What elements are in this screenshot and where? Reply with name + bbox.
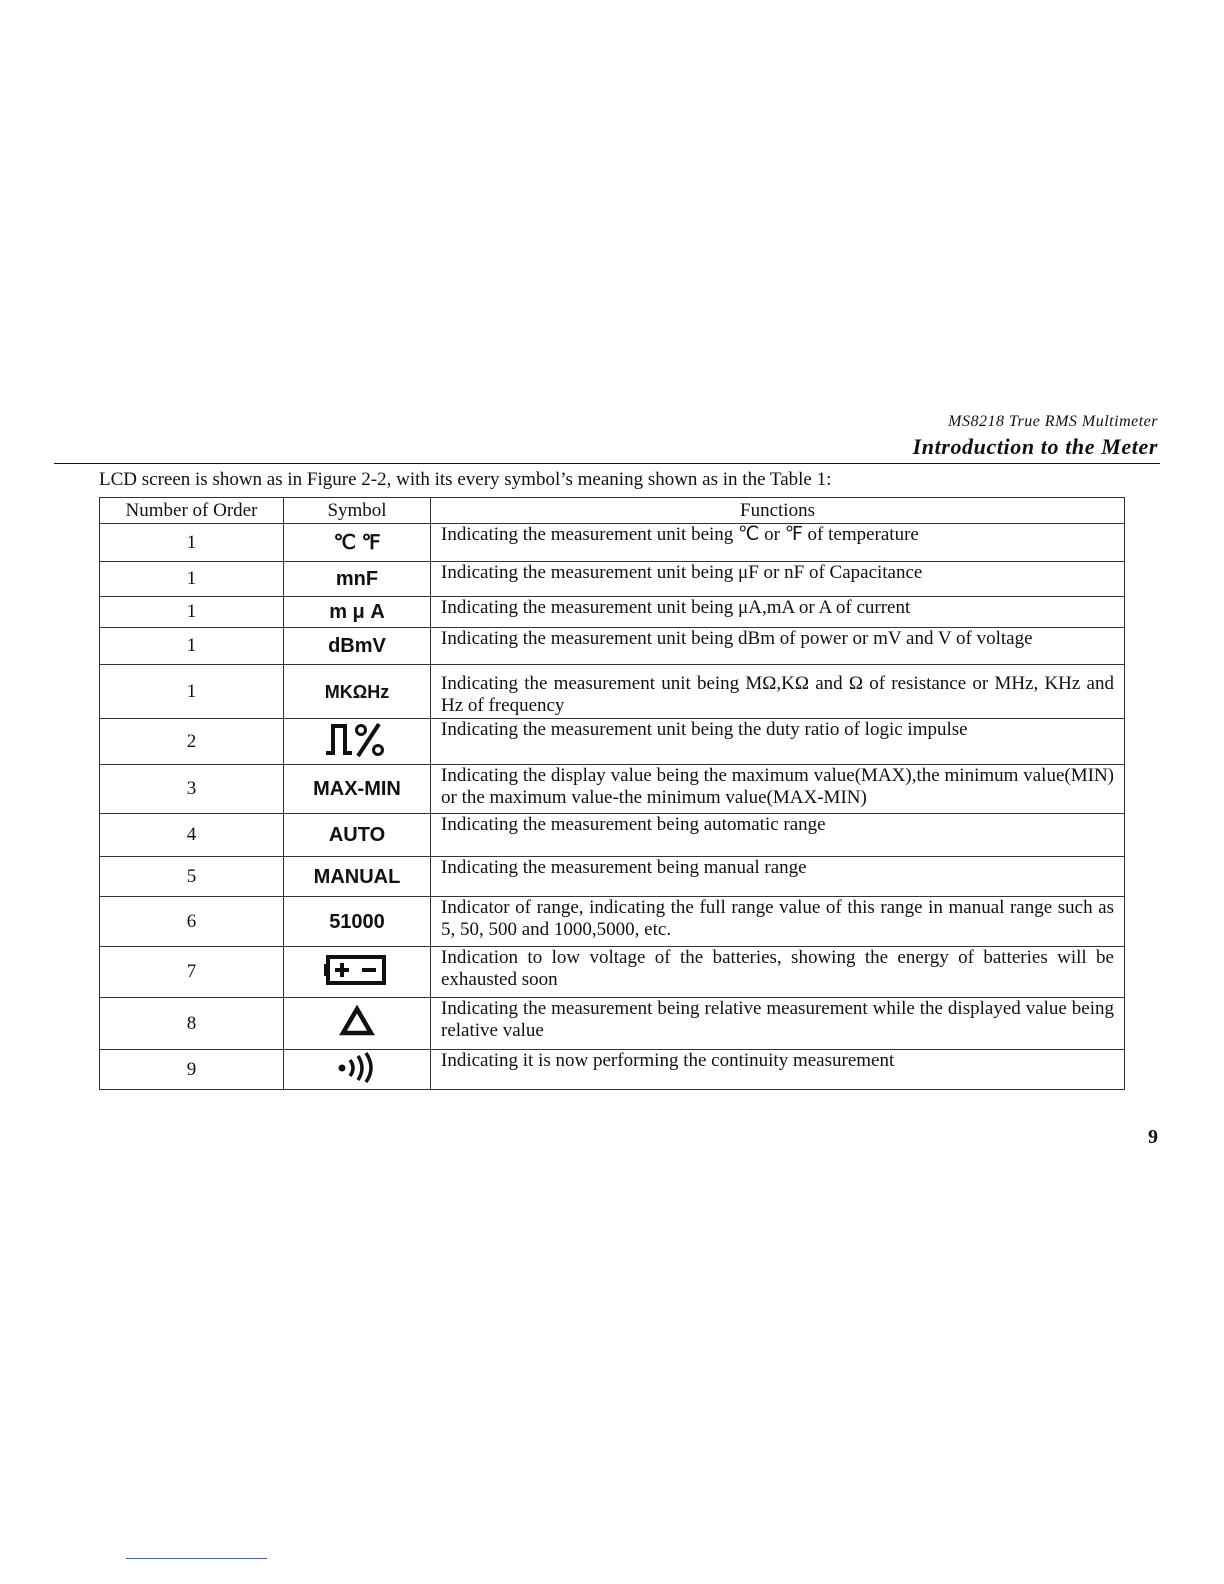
row-number: 1 (100, 562, 284, 597)
delta-icon (339, 1005, 375, 1037)
row-number: 5 (100, 857, 284, 897)
low-battery-icon (284, 947, 431, 998)
column-header-number: Number of Order (100, 498, 284, 524)
row-number: 7 (100, 947, 284, 998)
table-row (100, 1050, 1125, 1090)
table-row (100, 814, 1125, 857)
column-header-functions: Functions (431, 498, 1125, 524)
row-function: Indicating the measurement unit being μF or nF of Capacitance (431, 562, 1125, 597)
footnote-separator (126, 1558, 267, 1559)
current-units-icon: m μ A (284, 597, 431, 628)
intro-paragraph: LCD screen is shown as in Figure 2-2, with its every symbol’s meaning shown as in the Table 1: (99, 469, 832, 490)
row-function: Indication to low voltage of the batteries, showing the energy of batteries will be exhausted soon (431, 947, 1125, 998)
lcd-symbol-table (99, 497, 1125, 1090)
row-function: Indicating the measurement unit being ℃ or ℉ of temperature (431, 524, 1125, 562)
sound-waves-icon (335, 1051, 379, 1083)
row-function: Indicating it is now performing the continuity measurement (431, 1050, 1125, 1090)
row-function: Indicating the measurement unit being the duty ratio of logic impulse (431, 719, 1125, 765)
voltage-units-icon: dBmV (284, 628, 431, 665)
row-number: 9 (100, 1050, 284, 1090)
row-number: 3 (100, 765, 284, 814)
row-function: Indicating the measurement unit being dBm of power or mV and V of voltage (431, 628, 1125, 665)
row-function: Indicator of range, indicating the full range value of this range in manual range such as 5, 50, 500 and 1000,5000, etc. (431, 897, 1125, 947)
row-function: Indicating the measurement unit being MΩ,KΩ and Ω of resistance or MHz, KHz and Hz of frequency (431, 665, 1125, 719)
row-function: Indicating the measurement being manual range (431, 857, 1125, 897)
max-min-icon: MAX-MIN (284, 765, 431, 814)
row-number: 1 (100, 628, 284, 665)
table-row (100, 597, 1125, 628)
table-row (100, 524, 1125, 562)
range-indicator-icon: 51000 (284, 897, 431, 947)
running-header-title: Introduction to the Meter (912, 434, 1158, 459)
manual-range-icon: MANUAL (284, 857, 431, 897)
resistance-frequency-units-icon: MKΩHz (284, 665, 431, 719)
battery-icon (324, 953, 390, 987)
page-number: 9 (1148, 1126, 1158, 1148)
row-function: Indicating the measurement being automatic range (431, 814, 1125, 857)
row-function: Indicating the measurement being relative measurement while the displayed value being relative value (431, 998, 1125, 1050)
table-row (100, 998, 1125, 1050)
row-function: Indicating the display value being the maximum value(MAX),the minimum value(MIN) or the maximum value-the minimum value(MAX-MIN) (431, 765, 1125, 814)
table-row (100, 765, 1125, 814)
row-number: 8 (100, 998, 284, 1050)
row-number: 4 (100, 814, 284, 857)
duty-cycle-icon (284, 719, 431, 765)
table-row (100, 719, 1125, 765)
row-number: 1 (100, 597, 284, 628)
row-function: Indicating the measurement unit being μA,mA or A of current (431, 597, 1125, 628)
pulse-percent-icon (322, 719, 392, 759)
table-row (100, 665, 1125, 719)
column-header-symbol: Symbol (284, 498, 431, 524)
row-number: 2 (100, 719, 284, 765)
capacitance-units-icon: mnF (284, 562, 431, 597)
table-row (100, 857, 1125, 897)
table-header-row (100, 498, 1125, 524)
continuity-beeper-icon (284, 1050, 431, 1090)
table-row (100, 947, 1125, 998)
header-rule (54, 463, 1160, 464)
table-row (100, 897, 1125, 947)
auto-range-icon: AUTO (284, 814, 431, 857)
row-number: 1 (100, 524, 284, 562)
row-number: 1 (100, 665, 284, 719)
row-number: 6 (100, 897, 284, 947)
table-row (100, 562, 1125, 597)
running-header-subtitle: MS8218 True RMS Multimeter (948, 413, 1158, 430)
temperature-units-icon: ℃ ℉ (284, 524, 431, 562)
table-row (100, 628, 1125, 665)
delta-relative-icon (284, 998, 431, 1050)
